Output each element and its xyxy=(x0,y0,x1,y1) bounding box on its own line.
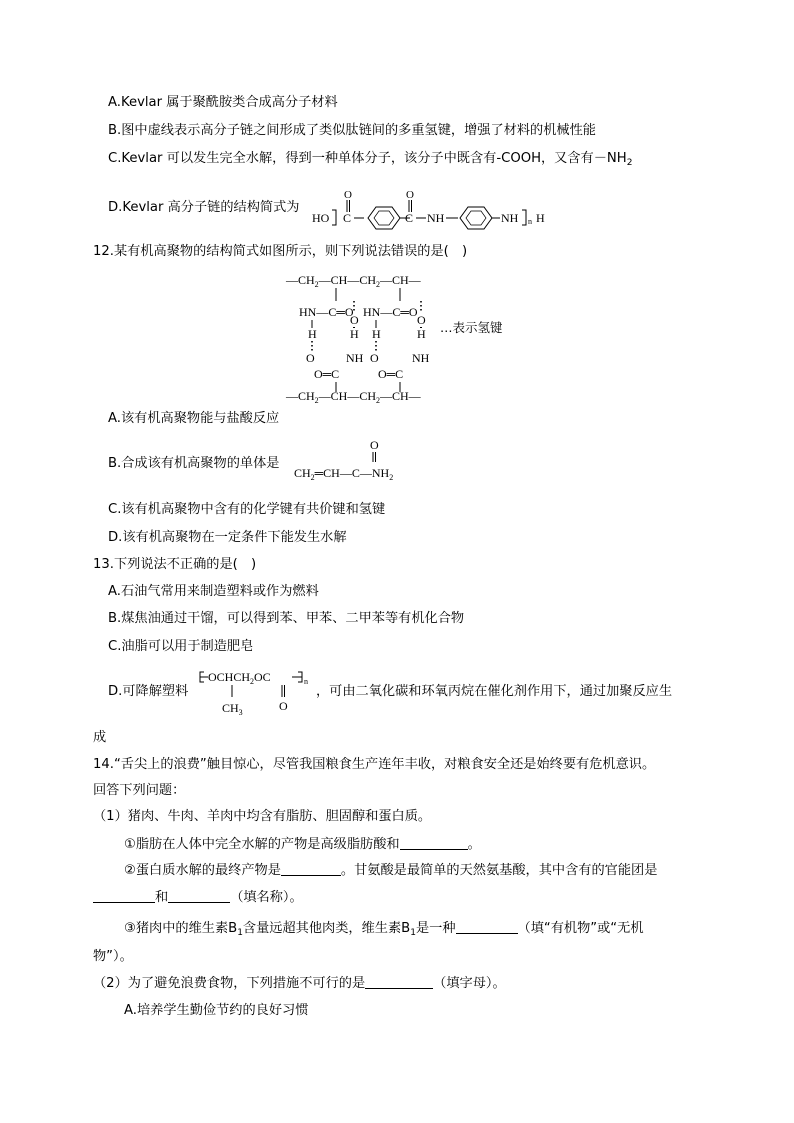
answer-blank-1[interactable] xyxy=(400,836,468,850)
q13-option-d-wrap: 成 xyxy=(93,730,107,745)
q13-option-b: B.煤焦油通过干馏，可以得到苯、甲苯、二甲苯等有机化合物 xyxy=(108,611,465,626)
kevlar-benzene-ring-1 xyxy=(368,207,400,229)
q13-option-c: C.油脂可以用于制造肥皂 xyxy=(108,639,254,654)
q14-part2 xyxy=(93,975,506,993)
kevlar-nh-1: NH xyxy=(427,211,445,225)
kevlar-h-label: H xyxy=(536,211,545,225)
q14-stem-line1: 14.“舌尖上的浪费”触目惊心，尽管我国粮食生产连年丰收，对粮食安全还是始终要有危机意识。 xyxy=(93,757,656,772)
q14-part2-text-b: （填字母）。 xyxy=(433,976,506,991)
q12-stem: 12.某有机高聚物的结构简式如图所示，则下列说法错误的是( ) xyxy=(93,244,468,259)
answer-blank-4[interactable] xyxy=(168,889,230,903)
q11-option-a: A.Kevlar 属于聚酰胺类合成高分子材料 xyxy=(108,95,338,110)
svg-text:H: H xyxy=(350,327,359,341)
q14-part1-2-text-c: 和 xyxy=(155,890,169,905)
q14-part1-3-text-d: （填“有机物”或“无机 xyxy=(517,921,644,936)
svg-text:O: O xyxy=(370,351,379,365)
svg-text:NH: NH xyxy=(346,351,364,365)
q13-stem: 13.下列说法不正确的是( ) xyxy=(93,557,257,572)
svg-text:H: H xyxy=(308,327,317,341)
q14-part1-1-end: 。 xyxy=(467,837,481,852)
kevlar-ho-label: HO xyxy=(312,211,330,225)
q14-part1-1-text: ①脂肪在人体中完全水解的产物是高级脂肪酸和 xyxy=(124,837,400,852)
kevlar-carbonyl-o-2: O xyxy=(406,189,414,201)
q14-part2-text-a: （2）为了避免浪费食物，下列措施不可行的是 xyxy=(93,976,366,991)
svg-text:NH: NH xyxy=(412,351,430,365)
q14-part1-2-text-a: ②蛋白质水解的最终产物是 xyxy=(124,863,281,878)
plastic-main-chain: $OCHCH_2OC$ xyxy=(208,670,271,686)
q14-part2-option-a: A.培养学生勤俭节约的良好习惯 xyxy=(124,1003,309,1018)
svg-text:O: O xyxy=(350,313,359,327)
monomer-formula: $CH_2═CH—C—NH_2$ xyxy=(294,466,394,482)
svg-text:HN—C═O: HN—C═O xyxy=(363,305,418,319)
svg-text:H: H xyxy=(417,327,426,341)
q13-option-d-prefix: D.可降解塑料 xyxy=(108,684,189,699)
q12-option-c: C.该有机高聚物中含有的化学键有共价键和氢键 xyxy=(108,502,386,517)
plastic-o: O xyxy=(279,699,288,713)
q11-option-c-sub: 2 xyxy=(626,158,633,168)
kevlar-left-bracket xyxy=(332,210,336,225)
b1-sub-2: 1 xyxy=(410,928,416,938)
svg-text:O: O xyxy=(306,351,315,365)
svg-text:O: O xyxy=(370,438,379,452)
kevlar-carbonyl-o-1: O xyxy=(344,189,352,201)
kevlar-carbon-1: C xyxy=(343,211,352,225)
kevlar-carbon-2: C xyxy=(405,211,414,225)
svg-text:O═C: O═C xyxy=(378,367,404,381)
q13-option-a: A.石油气常用来制造塑料或作为燃料 xyxy=(108,584,319,599)
plastic-ch3: $CH_3$ xyxy=(222,701,243,717)
q14-part1-1 xyxy=(124,836,481,854)
svg-text:HN—C═O: HN—C═O xyxy=(299,305,354,319)
q11-option-b: B.图中虚线表示高分子链之间形成了类似肽链间的多重氢键，增强了材料的机械性能 xyxy=(108,123,596,138)
q11-option-c-text: C.Kevlar 可以发生完全水解，得到一种单体分子，该分子中既含有-COOH，又含有－NH xyxy=(108,151,627,166)
q14-part1-2-text-d: （填名称）。 xyxy=(230,890,303,905)
q14-part1-3-cont: 物”）。 xyxy=(93,949,133,964)
q11-option-c xyxy=(108,150,632,172)
q12-option-b: B.合成该有机高聚物的单体是 xyxy=(108,456,280,471)
kevlar-structure-diagram xyxy=(308,182,552,232)
hbond-legend: …表示氢键 xyxy=(440,320,503,335)
q14-part1-3-text-a: ③猪肉中的维生素B xyxy=(124,921,238,936)
q12-option-a: A.该有机高聚物能与盐酸反应 xyxy=(108,411,280,426)
answer-blank-6[interactable] xyxy=(365,975,433,989)
q14-part1-3-text-b: 含量远超其他肉类，维生素B xyxy=(242,921,411,936)
q14-part1-2 xyxy=(124,862,657,880)
q14-stem-line2: 回答下列问题： xyxy=(93,783,186,798)
kevlar-nh-2: NH xyxy=(501,211,519,225)
polymer-top-chain: $—CH_2—CH—CH_2—CH—$ xyxy=(286,273,421,289)
q12-option-d: D.该有机高聚物在一定条件下能发生水解 xyxy=(108,530,347,545)
q11-option-d: D.Kevlar 高分子链的结构简式为 xyxy=(108,200,300,215)
q14-part1-2-text-b: 。甘氨酸是最简单的天然氨基酸，其中含有的官能团是 xyxy=(340,863,658,878)
q14-part1-3 xyxy=(124,920,644,942)
kevlar-benzene-ring-2 xyxy=(460,207,492,229)
q14-part1-2-cont xyxy=(93,889,303,907)
q13-option-d-suffix: ，可由二氧化碳和环氧丙烷在催化剂作用下，通过加聚反应生 xyxy=(316,684,673,699)
monomer-structure xyxy=(290,434,440,484)
polymer-bottom-chain: $—CH_2—CH—CH_2—CH—$ xyxy=(286,389,421,403)
svg-text:O═C: O═C xyxy=(314,367,340,381)
kevlar-right-bracket xyxy=(522,210,526,225)
b1-sub-1: 1 xyxy=(237,928,243,938)
svg-text:O: O xyxy=(417,313,426,327)
plastic-n: n xyxy=(304,677,308,686)
svg-text:H: H xyxy=(372,327,381,341)
kevlar-n-subscript: n xyxy=(528,217,532,226)
answer-blank-3[interactable] xyxy=(93,889,155,903)
degradable-plastic-structure xyxy=(198,664,318,720)
answer-blank-2[interactable] xyxy=(281,862,341,876)
q14-part1: （1）猪肉、牛肉、羊肉中均含有脂肪、胆固醇和蛋白质。 xyxy=(93,809,432,824)
q14-part1-3-text-c: 是一种 xyxy=(415,921,456,936)
answer-blank-5[interactable] xyxy=(456,920,518,934)
